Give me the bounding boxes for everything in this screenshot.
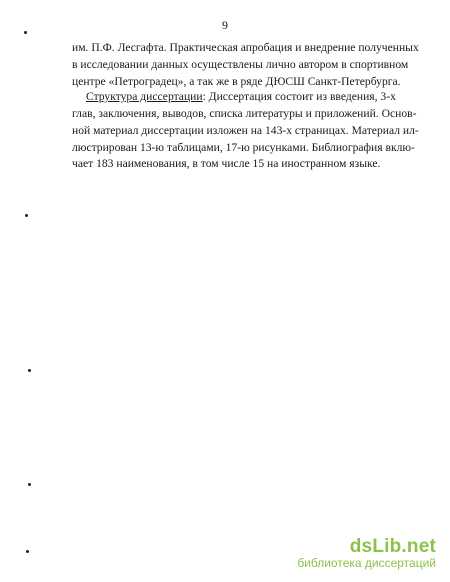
text-line: им. П.Ф. Лесгафта. Практическая апробация и внедрение полученных xyxy=(72,41,419,54)
watermark xyxy=(297,536,436,570)
scan-mark xyxy=(24,31,27,34)
text-line: глав, заключения, выводов, списка литературы и приложений. Основ- xyxy=(72,107,417,120)
watermark-subtitle: библиотека диссертаций xyxy=(297,556,436,570)
structure-heading: Структура диссертации xyxy=(86,90,203,103)
text-line: чает 183 наименования, в том числе 15 на иностранном языке. xyxy=(72,157,381,170)
scan-mark xyxy=(28,483,31,486)
text-line: в исследовании данных осуществлены лично автором в спортивном xyxy=(72,58,409,71)
watermark-logo: dsLib.net xyxy=(349,536,436,557)
scan-mark xyxy=(28,369,31,372)
structure-text: : Диссертация состоит из введения, 3-х xyxy=(202,90,396,103)
scan-mark xyxy=(25,214,28,217)
text-line: ной материал диссертации изложен на 143-х страницах. Материал ил- xyxy=(72,124,419,137)
scan-mark xyxy=(26,550,29,553)
text-line: люстрирован 13-ю таблицами, 17-ю рисунками. Библиография вклю- xyxy=(72,141,415,154)
text-line: центре «Петроградец», а так же в ряде ДЮСШ Санкт-Петербурга. xyxy=(72,75,401,88)
page-number: 9 xyxy=(222,18,228,32)
text-line xyxy=(86,89,405,104)
